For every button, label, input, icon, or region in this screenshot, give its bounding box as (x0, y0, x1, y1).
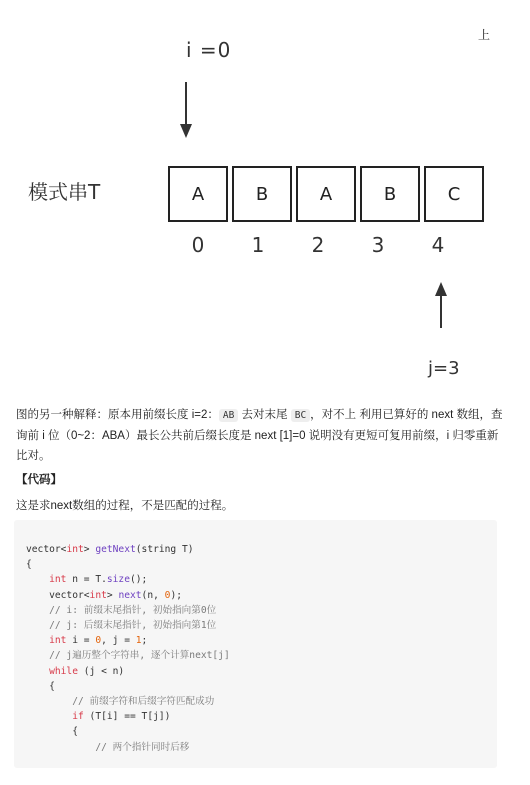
index-label: 2 (311, 233, 325, 257)
code-line: // i: 前缀末尾指针, 初始指向第0位 (49, 604, 217, 616)
pattern-indices (168, 233, 468, 257)
code-line: if (T[i] == T[j]) (72, 711, 171, 723)
pattern-cell: A (168, 166, 228, 222)
code-line: vector<int> getNext(string T) (26, 544, 194, 555)
code-line: // j遍历整个字符串, 逐个计算next[j] (49, 650, 230, 662)
code-line: int i = 0, j = 1; (49, 635, 148, 647)
code-block[interactable] (14, 520, 497, 768)
down-arrow-icon (180, 82, 192, 138)
code-line: { (72, 726, 78, 738)
code-line: // 前缀字符和后缀字符匹配成功 (72, 696, 215, 708)
inline-code: BC (291, 409, 310, 422)
index-label: 0 (191, 233, 205, 257)
pattern-cell: B (360, 166, 420, 222)
explanation-text: ，对不上 利用已算好的 next 数组，查询前 i 位（0~2：ABA）最长公共前后缀长度是 next [1]=0 说明没有更短可复用前缀，i 归零重新比对。 (16, 409, 503, 462)
index-label: 1 (251, 233, 265, 257)
index-label: 3 (371, 233, 385, 257)
corner-label: 上 (478, 28, 491, 42)
code-content (26, 542, 230, 755)
code-line: vector<int> next(n, 0); (49, 589, 182, 601)
code-line: { (49, 680, 55, 692)
inline-code: AB (219, 409, 238, 422)
explanation-text: 图的另一种解释：原本用前缀长度 i=2： (16, 409, 219, 421)
explanation-paragraph (16, 405, 506, 466)
pattern-cells (168, 166, 488, 222)
pattern-cell: C (424, 166, 484, 222)
section-description: 这是求next数组的过程，不是匹配的过程。 (16, 500, 234, 512)
pattern-string-label: 模式串T (28, 180, 101, 204)
pointer-i-label: i =0 (186, 38, 232, 62)
code-line: { (26, 559, 32, 571)
code-line: // j: 后缀末尾指针, 初始指向第1位 (49, 620, 217, 632)
code-line: int n = T.size(); (49, 574, 148, 586)
up-arrow-icon (435, 282, 447, 328)
code-line: // 两个指针同时后移 (95, 741, 190, 753)
index-label: 4 (431, 233, 445, 257)
pattern-cell: A (296, 166, 356, 222)
pattern-cell: B (232, 166, 292, 222)
code-line: while (j < n) (49, 665, 125, 677)
explanation-text: 去对末尾 (238, 409, 291, 421)
pointer-j-label: j=3 (428, 358, 460, 379)
section-heading: 【代码】 (16, 474, 62, 486)
